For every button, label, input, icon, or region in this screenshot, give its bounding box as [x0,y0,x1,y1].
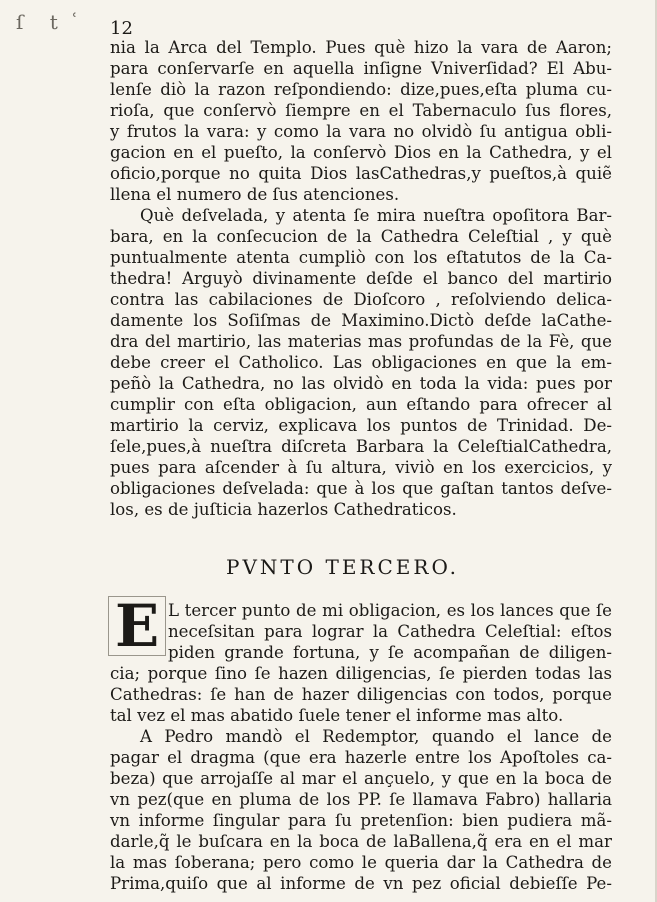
text-line: y frutos la vara: y como la vara no olvidò ſu antigua obli- [110,122,612,141]
text-line: rioſa, que conſervò ſiempre en el Tabernaculo ſus flores, [110,101,612,120]
margin-mark: ʿ [72,10,78,31]
text-line: Què deſvelada, y atenta ſe mira nueſtra opoſitora Bar- [140,206,612,225]
margin-marks: ſ t [16,10,68,34]
text-line: peñò la Cathedra, no las olvidò en toda la vida: pues por [110,374,612,393]
text-line: damente los Soſiſmas de Maximino.Dictò deſde laCathe- [110,311,612,330]
text-line: thedra! Arguyò divinamente deſde el banco del martirio [110,269,612,288]
text-line: debe creer el Catholico. Las obligaciones en que la em- [110,353,612,372]
text-line: neceſsitan para lograr la Cathedra Celeſtial: eſtos [168,622,612,641]
page-number: 12 [110,18,133,39]
text-line: martirio la cerviz, explicava los puntos de Trinidad. De- [110,416,612,435]
section-heading: PVNTO TERCERO. [226,555,460,579]
text-line: los, es de juſticia hazerlos Cathedraticos. [110,500,457,519]
text-line: tal vez el mas abatido ſuele tener el informe mas alto. [110,706,564,725]
text-line: dra del martirio, las materias mas profundas de la Fè, que [110,332,612,351]
text-line: gacion en el pueſto, la conſervò Dios en la Cathedra, y el [110,143,612,162]
body-text-top [110,37,612,520]
text-line: pues para aſcender à ſu altura, viviò en los exercicios, y [110,458,612,477]
text-line: nia la Arca del Templo. Pues què hizo la vara de Aaron; [110,38,612,57]
text-line: llena el numero de ſus atenciones. [110,185,400,204]
text-line: pagar el dragma (que era hazerle entre los Apoſtoles ca- [110,748,612,767]
text-line: darle,q̃ le buſcara en la boca de laBallena,q̃ era en el mar [110,832,612,851]
text-line: Prima,quiſo que al informe de vn pez oficial debieſſe Pe- [110,874,612,893]
text-line: contra las cabilaciones de Dioſcoro , reſolviendo delica- [110,290,612,309]
text-line: puntualmente atenta cumpliò con los eſtatutos de la Ca- [110,248,612,267]
text-line: cia; porque ſino ſe hazen diligencias, ſe pierden todas las [110,664,612,683]
text-line: vn informe ſingular para ſu pretenſion: bien pudiera mã- [110,811,612,830]
drop-cap: E [108,596,166,656]
text-line: oficio,porque no quita Dios lasCathedras,y pueſtos,à quiẽ [110,164,612,183]
text-line: Cathedras: ſe han de hazer diligencias con todos, porque [110,685,612,704]
text-line: vn pez(que en pluma de los PP. ſe llamava Fabro) hallaria [110,790,612,809]
text-line: A Pedro mandò el Redemptor, quando el lance de [140,727,612,746]
text-line: la mas ſoberana; pero como le queria dar la Cathedra de [110,853,612,872]
text-line: cumplir con eſta obligacion, aun eſtando para ofrecer al [110,395,612,414]
text-line: para conſervarſe en aquella inſigne Vniverſidad? El Abu- [110,59,612,78]
body-text-bottom [110,600,612,894]
text-line: lenſe diò la razon reſpondiendo: dize,pues,eſta pluma cu- [110,80,612,99]
text-line: ſele,pues,à nueſtra diſcreta Barbara la CeleſtialCathedra, [110,437,612,456]
text-line: obligaciones deſvelada: que à los que gaſtan tantos deſve- [110,479,612,498]
text-line: bara, en la conſecucion de la Cathedra Celeſtial , y què [110,227,612,246]
text-line: piden grande fortuna, y ſe acompañan de diligen- [168,643,612,662]
text-line: beza) que arrojaſſe al mar el ançuelo, y que en la boca de [110,769,612,788]
text-line: L tercer punto de mi obligacion, es los lances que ſe [168,601,612,620]
